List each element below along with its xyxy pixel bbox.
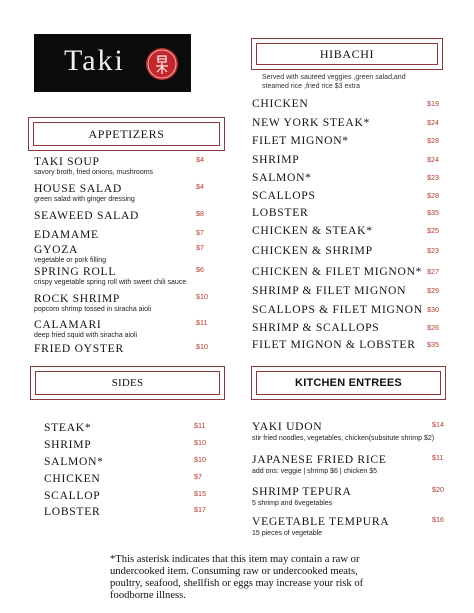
sides-title: SIDES <box>111 377 144 389</box>
sides-item-name: SHRIMP <box>44 438 92 451</box>
logo-wordmark: Taki <box>64 44 125 77</box>
appetizers-item-name: EDAMAME <box>34 228 99 241</box>
hibachi-item-price: $27 <box>427 267 439 276</box>
appetizers-item-name: GYOZA <box>34 243 79 256</box>
kitchen-item-desc: add ons: veggie | shrimp $6 | chicken $5 <box>252 468 378 475</box>
appetizers-item-name: SPRING ROLL <box>34 265 117 278</box>
appetizers-item-price: $10 <box>196 292 208 301</box>
kitchen-item-name: SHRIMP TEPURA <box>252 485 352 498</box>
kitchen-item-price: $11 <box>432 453 444 462</box>
appetizers-item-name: SEAWEED SALAD <box>34 209 140 222</box>
kitchen-item-price: $16 <box>432 515 444 524</box>
hibachi-item-price: $26 <box>427 323 439 332</box>
kitchen-item-name: JAPANESE FRIED RICE <box>252 453 387 466</box>
sides-item-name: STEAK* <box>44 421 92 434</box>
appetizers-item-price: $10 <box>196 342 208 351</box>
sides-item-price: $10 <box>194 455 206 464</box>
hibachi-item-name: LOBSTER <box>252 206 309 219</box>
appetizers-item-desc: crispy vegetable spring roll with sweet chili sauce <box>34 279 187 286</box>
kitchen-title: KITCHEN ENTREES <box>295 377 402 389</box>
appetizers-item-name: CALAMARI <box>34 318 102 331</box>
hibachi-item-price: $29 <box>427 286 439 295</box>
hibachi-item-price: $35 <box>427 340 439 349</box>
hibachi-item-price: $30 <box>427 305 439 314</box>
sides-item-name: LOBSTER <box>44 505 101 518</box>
appetizers-item-price: $8 <box>196 209 204 218</box>
hibachi-item-name: SALMON* <box>252 171 312 184</box>
appetizers-item-desc: popcorn shrimp tossed in siracha aioli <box>34 306 152 313</box>
appetizers-item-price: $7 <box>196 228 204 237</box>
hibachi-item-name: SHRIMP <box>252 153 300 166</box>
sides-item-name: CHICKEN <box>44 472 101 485</box>
hibachi-item-name: CHICKEN & STEAK* <box>252 224 373 237</box>
hibachi-item-name: CHICKEN & SHRIMP <box>252 244 373 257</box>
hibachi-item-name: SHRIMP & FILET MIGNON <box>252 284 407 297</box>
appetizers-item-price: $6 <box>196 265 204 274</box>
logo-seal-icon <box>146 48 178 80</box>
kitchen-item-desc: stir fried noodles, vegetables, chicken(subsitute shrimp $2) <box>252 435 435 442</box>
hibachi-item-price: $28 <box>427 136 439 145</box>
appetizers-item-price: $11 <box>196 318 208 327</box>
appetizers-item-name: ROCK SHRIMP <box>34 292 120 305</box>
sides-item-price: $7 <box>194 472 202 481</box>
hibachi-item-price: $35 <box>427 208 439 217</box>
hibachi-item-name: CHICKEN <box>252 97 309 110</box>
kitchen-item-desc: 5 shrimp and 6vegetables <box>252 500 333 507</box>
appetizers-item-desc: vegetable or pork filling <box>34 257 106 264</box>
hibachi-item-name: SCALLOPS <box>252 189 316 202</box>
hibachi-note: Served with sauteed veggies ,green salad,and steamed rice ,fried rice $3 extra <box>262 74 406 90</box>
sides-item-name: SCALLOP <box>44 489 101 502</box>
kitchen-item-price: $14 <box>432 420 444 429</box>
hibachi-item-price: $24 <box>427 118 439 127</box>
appetizers-item-desc: deep fried squid with siracha aioli <box>34 332 138 339</box>
kitchen-item-desc: 15 pieces of vegetable <box>252 530 323 537</box>
hibachi-item-name: NEW YORK STEAK* <box>252 116 371 129</box>
appetizers-item-name: TAKI SOUP <box>34 155 100 168</box>
appetizers-item-desc: savory broth, fried onions, mushrooms <box>34 169 154 176</box>
hibachi-item-price: $24 <box>427 155 439 164</box>
sides-item-price: $10 <box>194 438 206 447</box>
sides-item-price: $11 <box>194 421 206 430</box>
hibachi-item-name: FILET MIGNON* <box>252 134 349 147</box>
hibachi-item-name: SCALLOPS & FILET MIGNON <box>252 303 423 316</box>
kitchen-item-price: $20 <box>432 485 444 494</box>
appetizers-item-price: $7 <box>196 243 204 252</box>
appetizers-item-price: $4 <box>196 155 204 164</box>
kitchen-item-name: YAKI UDON <box>252 420 323 433</box>
hibachi-title: HIBACHI <box>319 46 375 61</box>
appetizers-item-desc: green salad with ginger dressing <box>34 196 135 203</box>
hibachi-item-price: $19 <box>427 99 439 108</box>
restaurant-logo <box>34 34 191 92</box>
appetizers-item-name: FRIED OYSTER <box>34 342 124 355</box>
appetizers-item-name: HOUSE SALAD <box>34 182 122 195</box>
hibachi-item-price: $25 <box>427 226 439 235</box>
sides-item-name: SALMON* <box>44 455 104 468</box>
disclaimer-text: *This asterisk indicates that this item may contain a raw or undercooked item. Consuming raw or undercooked meats, poultry, seafood, shellfish or eggs may increase your risk of foodborne illness. <box>110 554 364 601</box>
hibachi-item-price: $23 <box>427 173 439 182</box>
hibachi-item-price: $28 <box>427 191 439 200</box>
kitchen-item-name: VEGETABLE TEMPURA <box>252 515 390 528</box>
appetizers-title: APPETIZERS <box>88 126 165 141</box>
hibachi-item-name: SHRIMP & SCALLOPS <box>252 321 380 334</box>
sides-item-price: $15 <box>194 489 206 498</box>
hibachi-item-price: $23 <box>427 246 439 255</box>
hibachi-item-name: FILET MIGNON & LOBSTER <box>252 338 416 351</box>
kitchen-header <box>251 366 446 400</box>
hibachi-header <box>251 38 443 70</box>
sides-item-price: $17 <box>194 505 206 514</box>
hibachi-item-name: CHICKEN & FILET MIGNON* <box>252 265 423 278</box>
sides-header <box>30 366 225 400</box>
appetizers-header <box>28 117 225 151</box>
appetizers-item-price: $4 <box>196 182 204 191</box>
